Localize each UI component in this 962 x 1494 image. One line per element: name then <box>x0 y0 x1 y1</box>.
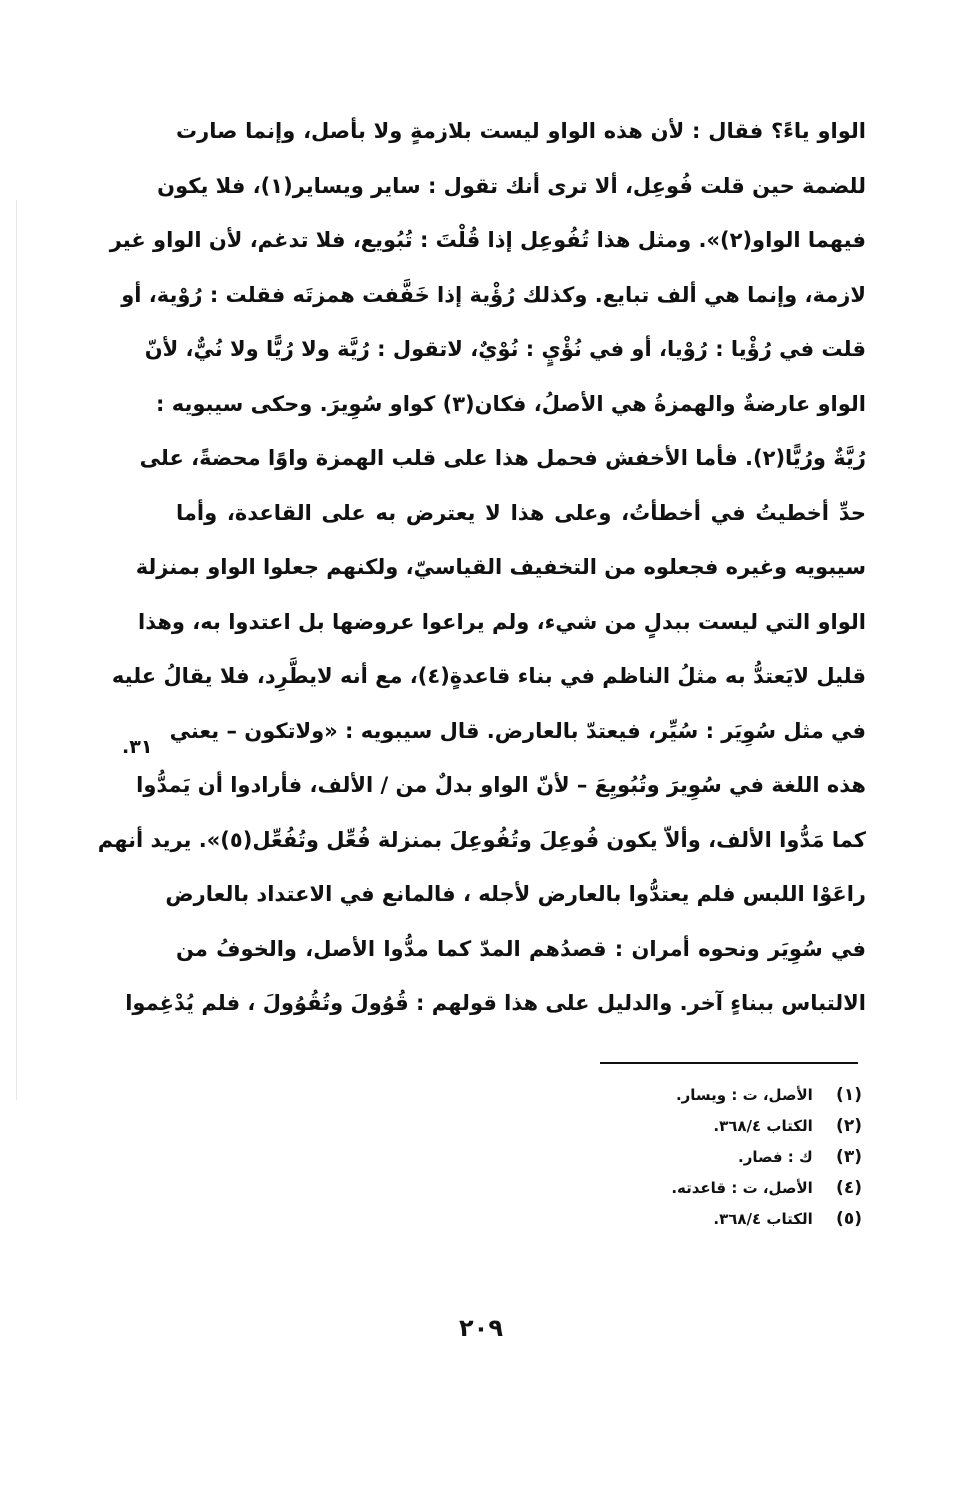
footnote-number: (٥) <box>836 1209 862 1229</box>
text-line: الالتباس ببناءٍ آخر. والدليل على هذا قولهم : قُوُولَ وتُقُوُولَ ، فلم يُدْغِموا <box>125 991 866 1015</box>
text-line: الواو ياءً؟ فقال : لأن هذه الواو ليست بلازمةٍ ولا بأصل، وإنما صارت <box>176 119 866 143</box>
footnote-number: (٣) <box>836 1147 862 1167</box>
text-line: راعَوْا اللبس فلم يعتدُّوا بالعارض لأجله ، فالمانع في الاعتداد بالعارض <box>165 882 866 906</box>
text-line: سيبويه وغيره فجعلوه من التخفيف القياسيّ، ولكنهم جعلوا الواو بمنزلة <box>135 555 866 579</box>
footnote-separator <box>600 1062 858 1064</box>
footnote-text: الأصل، ت : قاعدته. <box>671 1179 813 1197</box>
text-line: الواو التي ليست ببدلٍ من شيء، ولم يراعوا عروضها بل اعتدوا به، وهذا <box>138 609 866 634</box>
text-line: في سُوِيَر ونحوه أمران : قصدُهم المدّ كما مدُّوا الأصل، والخوفُ من <box>176 936 866 961</box>
text-line: لازمة، وإنما هي ألف تبايع. وكذلك رُؤْية إذا خَفَّفت همزتَه فقلت : رُوْية، أو <box>121 282 866 307</box>
footnote-number: (٢) <box>836 1116 862 1136</box>
text-line: فيهما الواو(٢)». ومثل هذا تُفُوعِل إذا قُلْتَ : تُبُويع، فلا تدغم، لأن الواو غير <box>109 228 866 252</box>
footnote-item <box>560 1173 862 1204</box>
text-line: هذه اللغة في سُوِيرَ وتُبُويِعَ – لأنّ الواو بدلٌ من / الألف، فأرادوا أن يَمدُّوا <box>136 773 866 797</box>
footnote-text: الأصل، ت : ويسار. <box>675 1086 813 1104</box>
text-line: كما مَدُّوا الألف، وألاّ يكون فُوعِلَ وتُفُوعِلَ بمنزلة فُعِّل وتُفُعِّل(٥)». يريد أنهم <box>97 827 866 852</box>
footnote-number: (٤) <box>836 1178 862 1198</box>
footnote-text: ك : فصار. <box>738 1148 813 1166</box>
footnotes-list <box>560 1080 862 1235</box>
scan-edge-line <box>16 200 17 1100</box>
footnote-item <box>560 1111 862 1142</box>
footnote-text: الكتاب ٣٦٨/٤. <box>713 1210 813 1228</box>
footnote-item <box>560 1142 862 1173</box>
footnote-item <box>560 1204 862 1235</box>
text-line: قلت في رُؤْيا : رُوْيا، أو في نُؤْيٍ : نُوْيٌ، لاتقول : رُيَّة ولا رُيًّا ولا نُيٌّ، لأنّ <box>144 337 866 361</box>
manuscript-folio-marker: ٣١. <box>122 736 153 758</box>
text-line: قليل لايَعتدُّ به مثلُ الناظم في بناء قاعدةٍ(٤)، مع أنه لايطَّرِد، فلا يقالُ عليه <box>111 664 866 688</box>
text-line: الواو عارضةٌ والهمزةُ هي الأصلُ، فكان(٣) كواو سُوِيرَ. وحكى سيبويه : <box>156 391 866 416</box>
footnote-number: (١) <box>836 1085 862 1105</box>
text-line: حدِّ أخطيتُ في أخطأتُ، وعلى هذا لا يعترض به على القاعدة، وأما <box>176 500 866 525</box>
text-line: رُيَّةٌ ورُيًّا(٢). فأما الأخفش فحمل هذا على قلب الهمزة واوًا محضةً، على <box>139 446 866 470</box>
page-number: ٢٠٩ <box>459 1314 503 1342</box>
text-line: للضمة حين قلت فُوعِل، ألا ترى أنك تقول : ساير ويساير(١)، فلا يكون <box>157 173 866 198</box>
footnote-item <box>560 1080 862 1111</box>
text-line: في مثل سُوِيَر : سُيِّر، فيعتدّ بالعارض. قال سيبويه : «ولاتكون – يعني <box>169 718 866 743</box>
footnote-text: الكتاب ٣٦٨/٤. <box>713 1117 813 1135</box>
